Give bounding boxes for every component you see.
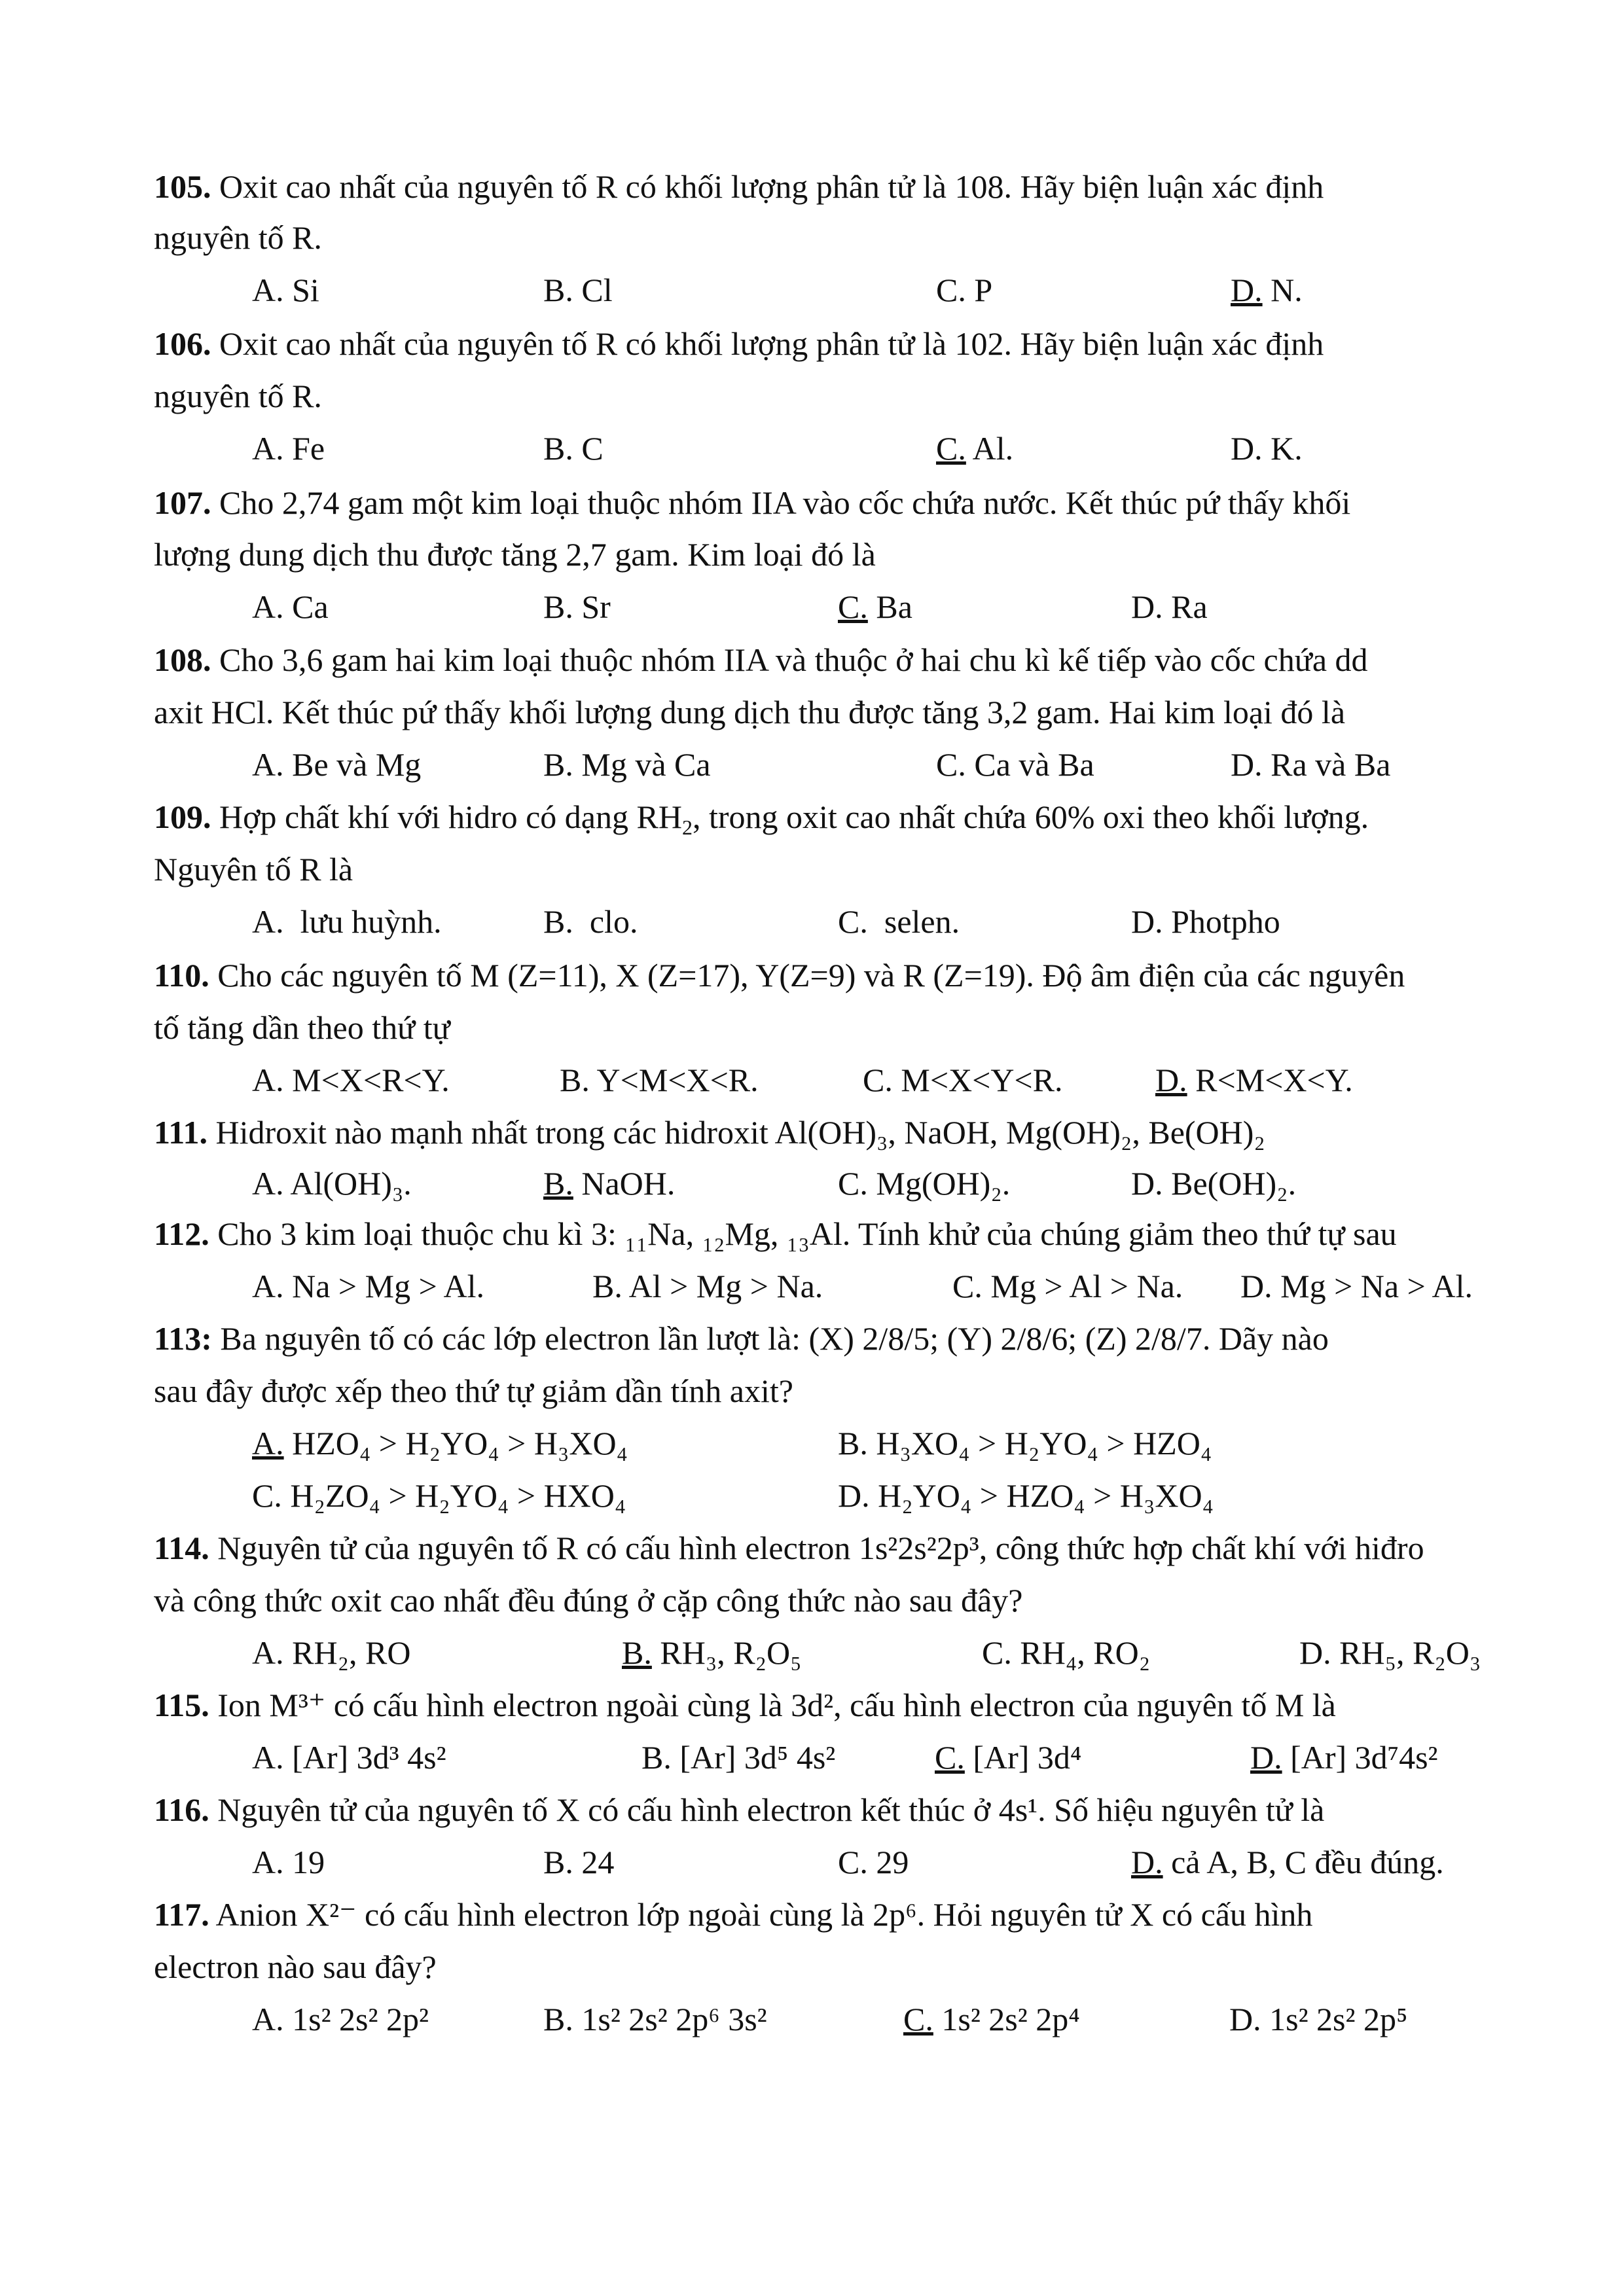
question-107-line-2: lượng dung dịch thu được tăng 2,7 gam. Kim loại đó là [154,536,876,573]
question-117-line-2: electron nào sau đây? [154,1948,437,1985]
option-110-c: C. M<X<Y<R. [863,1062,1063,1098]
option-113-c: C. H₂ZO₄ > H₂YO₄ > HXO₄ [252,1477,626,1514]
option-113-d: D. H₂YO₄ > HZO₄ > H₃XO₄ [838,1477,1214,1514]
question-106-line-1: 106. Oxit cao nhất của nguyên tố R có khối lượng phân tử là 102. Hãy biện luận xác định [154,325,1324,362]
option-114-d: D. RH₅, R₂O₃ [1299,1634,1481,1671]
question-116-line-1: 116. Nguyên tử của nguyên tố X có cấu hình electron kết thúc ở 4s¹. Số hiệu nguyên tử là [154,1791,1325,1828]
option-109-c: C. selen. [838,903,960,940]
option-110-d: D. R<M<X<Y. [1155,1062,1353,1098]
option-105-d: D. N. [1231,272,1303,308]
option-110-b: B. Y<M<X<R. [560,1062,759,1098]
question-111-line-1: 111. Hidroxit nào mạnh nhất trong các hidroxit Al(OH)₃, NaOH, Mg(OH)₂, Be(OH)₂ [154,1114,1265,1151]
option-114-c: C. RH₄, RO₂ [982,1634,1151,1671]
option-110-a: A. M<X<R<Y. [252,1062,450,1098]
option-109-b: B. clo. [543,903,638,940]
option-117-d: D. 1s² 2s² 2p⁵ [1229,2001,1408,2037]
option-105-a: A. Si [252,272,319,308]
option-109-a: A. lưu huỳnh. [252,903,442,940]
option-112-c: C. Mg > Al > Na. [952,1268,1183,1304]
option-107-d: D. Ra [1131,588,1208,625]
option-111-d: D. Be(OH)₂. [1131,1165,1297,1202]
option-107-a: A. Ca [252,588,329,625]
question-117-line-1: 117. Anion X²⁻ có cấu hình electron lớp ngoài cùng là 2p⁶. Hỏi nguyên tử X có cấu hình [154,1896,1313,1933]
option-116-c: C. 29 [838,1844,909,1880]
option-111-a: A. Al(OH)₃. [252,1165,412,1202]
question-109-line-2: Nguyên tố R là [154,851,353,888]
question-106-line-2: nguyên tố R. [154,378,322,414]
option-112-a: A. Na > Mg > Al. [252,1268,485,1304]
option-115-b: B. [Ar] 3d⁵ 4s² [641,1739,836,1776]
option-116-a: A. 19 [252,1844,325,1880]
question-105-line-1: 105. Oxit cao nhất của nguyên tố R có khối lượng phân tử là 108. Hãy biện luận xác định [154,168,1324,205]
option-115-a: A. [Ar] 3d³ 4s² [252,1739,446,1776]
option-108-d: D. Ra và Ba [1231,746,1391,783]
option-105-b: B. Cl [543,272,613,308]
option-106-b: B. C [543,430,604,467]
option-114-a: A. RH₂, RO [252,1634,411,1671]
question-105-line-2: nguyên tố R. [154,219,322,256]
question-109-line-1: 109. Hợp chất khí với hidro có dạng $RH_2$, trong oxit cao nhất chứa 60% oxi theo khối lượng. [154,798,1369,839]
option-106-c: C. Al. [936,430,1014,467]
option-106-a: A. Fe [252,430,325,467]
option-115-c: C. [Ar] 3d⁴ [935,1739,1082,1776]
question-110-line-1: 110. Cho các nguyên tố M (Z=11), X (Z=17), Y(Z=9) và R (Z=19). Độ âm điện của các nguyên [154,957,1405,994]
question-113-line-2: sau đây được xếp theo thứ tự giảm dần tính axit? [154,1372,793,1409]
question-114-line-2: và công thức oxit cao nhất đều đúng ở cặp công thức nào sau đây? [154,1582,1023,1619]
question-113-line-1: 113: Ba nguyên tố có các lớp electron lần lượt là: (X) 2/8/5; (Y) 2/8/6; (Z) 2/8/7. Dãy nào [154,1320,1329,1357]
question-112-line-1: 112. Cho 3 kim loại thuộc chu kì 3: ₁₁Na, ₁₂Mg, ₁₃Al. Tính khử của chúng giảm theo thứ tự sau [154,1215,1397,1252]
option-111-b: B. NaOH. [543,1165,676,1202]
option-105-c: C. P [936,272,993,308]
option-113-a: A. HZO₄ > H₂YO₄ > H₃XO₄ [252,1425,628,1462]
option-116-d: D. cả A, B, C đều đúng. [1131,1844,1444,1880]
option-107-b: B. Sr [543,588,611,625]
option-113-b: B. H₃XO₄ > H₂YO₄ > HZO₄ [838,1425,1212,1462]
question-110-line-2: tố tăng dần theo thứ tự [154,1009,450,1046]
option-116-b: B. 24 [543,1844,615,1880]
option-117-c: C. 1s² 2s² 2p⁴ [903,2001,1080,2037]
option-109-d: D. Photpho [1131,903,1280,940]
option-112-d: D. Mg > Na > Al. [1240,1268,1473,1304]
question-115-line-1: 115. Ion M³⁺ có cấu hình electron ngoài cùng là 3d², cấu hình electron của nguyên tố M là [154,1687,1336,1723]
option-106-d: D. K. [1231,430,1303,467]
option-111-c: C. Mg(OH)₂. [838,1165,1011,1202]
question-108-line-1: 108. Cho 3,6 gam hai kim loại thuộc nhóm IIA và thuộc ở hai chu kì kế tiếp vào cốc chứa dd [154,641,1368,678]
option-114-b: B. RH₃, R₂O₅ [622,1634,802,1671]
question-114-line-1: 114. Nguyên tử của nguyên tố R có cấu hình electron 1s²2s²2p³, công thức hợp chất khí với hiđro [154,1530,1424,1566]
option-117-b: B. 1s² 2s² 2p⁶ 3s² [543,2001,767,2037]
option-117-a: A. 1s² 2s² 2p² [252,2001,429,2037]
option-107-c: C. Ba [838,588,912,625]
option-108-a: A. Be và Mg [252,746,422,783]
option-115-d: D. [Ar] 3d⁷4s² [1250,1739,1438,1776]
option-108-b: B. Mg và Ca [543,746,711,783]
question-107-line-1: 107. Cho 2,74 gam một kim loại thuộc nhóm IIA vào cốc chứa nước. Kết thúc pứ thấy khối [154,484,1351,521]
question-108-line-2: axit HCl. Kết thúc pứ thấy khối lượng dung dịch thu được tăng 3,2 gam. Hai kim loại đó là [154,694,1346,730]
option-108-c: C. Ca và Ba [936,746,1094,783]
option-112-b: B. Al > Mg > Na. [592,1268,823,1304]
